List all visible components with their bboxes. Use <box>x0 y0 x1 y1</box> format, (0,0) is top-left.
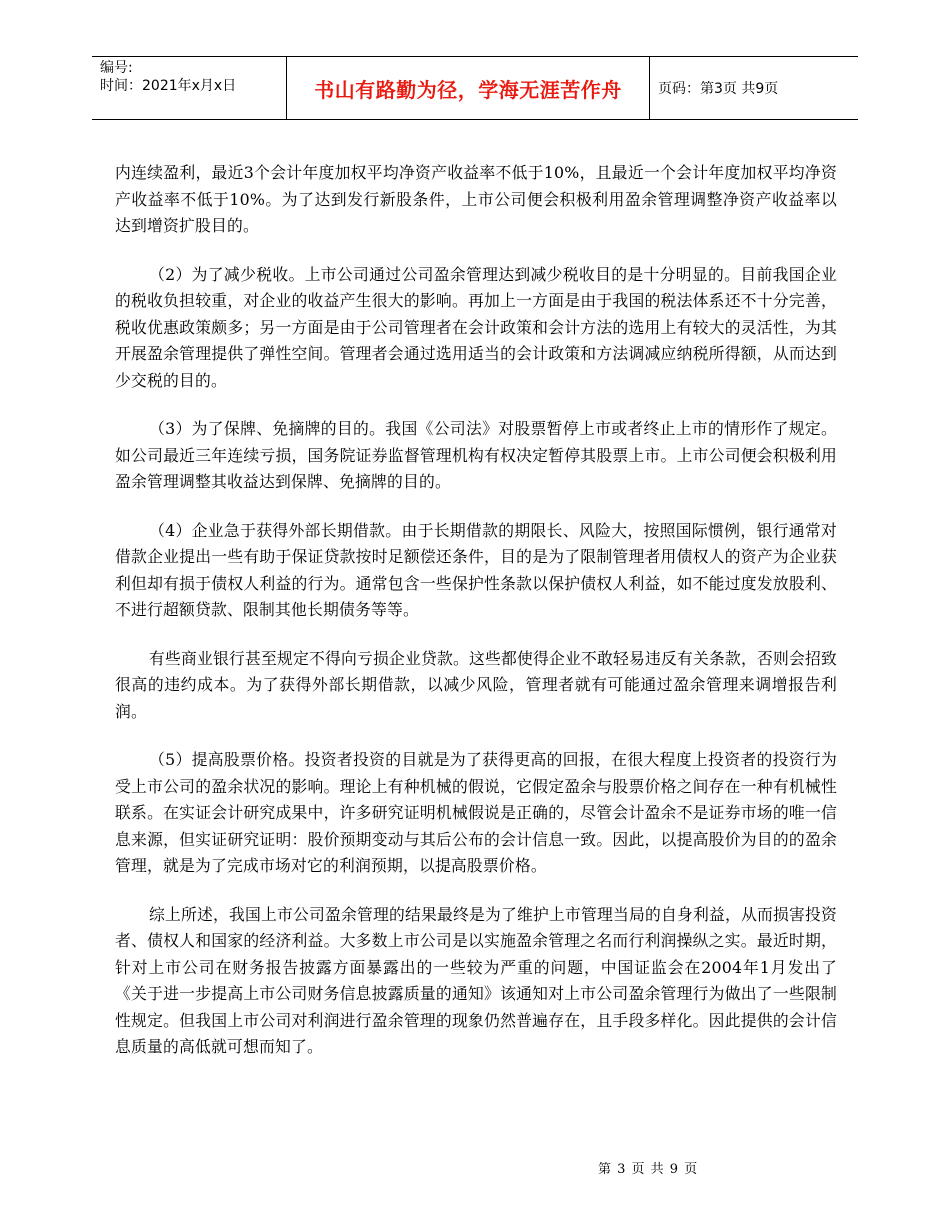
page-header <box>92 56 858 120</box>
paragraph-reduce-tax: （2）为了减少税收。上市公司通过公司盈余管理达到减少税收目的是十分明显的。目前我国企业的税收负担较重，对企业的收益产生很大的影响。再加上一方面是由于我国的税法体系还不十分完善，税收优惠政策颇多；另一方面是由于公司管理者在会计政策和会计方法的选用上有较大的灵活性，为其开展盈余管理提供了弹性空间。管理者会通过选用适当的会计政策和方法调减应纳税所得额，从而达到少交税的目的。 <box>115 264 837 390</box>
header-page-info: 页码：第3页 共9页 <box>658 81 779 97</box>
paragraph-continuation: 内连续盈利，最近3个会计年度加权平均净资产收益率不低于10%，且最近一个会计年度加权平均净资产收益率不低于10%。为了达到发行新股条件，上市公司便会积极利用盈余管理调整净资产收益率以达到增资扩股目的。 <box>115 163 837 235</box>
header-motto: 书山有路勤为径，学海无涯苦作舟 <box>314 77 622 102</box>
header-meta <box>92 57 286 119</box>
page-footer: 第 3 页 共 9 页 <box>598 1162 699 1177</box>
paragraph-summary: 综上所述，我国上市公司盈余管理的结果最终是为了维护上市管理当局的自身利益，从而损害投资者、债权人和国家的经济利益。大多数上市公司是以实施盈余管理之名而行利润操纵之实。最近时期，针对上市公司在财务报告披露方面暴露出的一些较为严重的问题，中国证监会在2004年1月发出了《关于进一步提高上市公司财务信息披露质量的通知》该通知对上市公司盈余管理行为做出了一些限制性规定。但我国上市公司对利润进行盈余管理的现象仍然普遍存在，且手段多样化。因此提供的会计信息质量的高低就可想而知了。 <box>115 904 837 1056</box>
document-number-label: 编号: <box>100 60 133 76</box>
document-time: 时间：2021年x月x日 <box>100 78 237 94</box>
paragraph-long-term-loans: （4）企业急于获得外部长期借款。由于长期借款的期限长、风险大，按照国际惯例，银行通常对借款企业提出一些有助于保证贷款按时足额偿还条件，目的是为了限制管理者用债权人的资产为企业获利但却有损于债权人利益的行为。通常包含一些保护性条款以保护债权人利益，如不能过度发放股利、不进行超额贷款、限制其他长期债务等等。 <box>115 520 837 619</box>
paragraph-keep-listing: （3）为了保牌、免摘牌的目的。我国《公司法》对股票暂停上市或者终止上市的情形作了规定。如公司最近三年连续亏损，国务院证券监督管理机构有权决定暂停其股票上市。上市公司便会积极利用盈余管理调整其收益达到保牌、免摘牌的目的。 <box>115 419 837 491</box>
header-page-cell <box>650 57 858 119</box>
header-motto-cell <box>286 57 650 119</box>
document-body <box>115 160 837 1083</box>
paragraph-stock-price: （5）提高股票价格。投资者投资的目就是为了获得更高的回报，在很大程度上投资者的投资行为受上市公司的盈余状况的影响。理论上有种机械的假说，它假定盈余与股票价格之间存在一种有机械性联系。在实证会计研究成果中，许多研究证明机械假说是正确的，尽管会计盈余不是证券市场的唯一信息来源，但实证研究证明：股价预期变动与其后公布的会计信息一致。因此，以提高股价为目的的盈余管理，就是为了完成市场对它的利润预期，以提高股票价格。 <box>115 750 837 875</box>
paragraph-bank-restrictions: 有些商业银行甚至规定不得向亏损企业贷款。这些都使得企业不敢轻易违反有关条款，否则会招致很高的违约成本。为了获得外部长期借款，以减少风险，管理者就有可能通过盈余管理来调增报告利润。 <box>115 648 837 721</box>
